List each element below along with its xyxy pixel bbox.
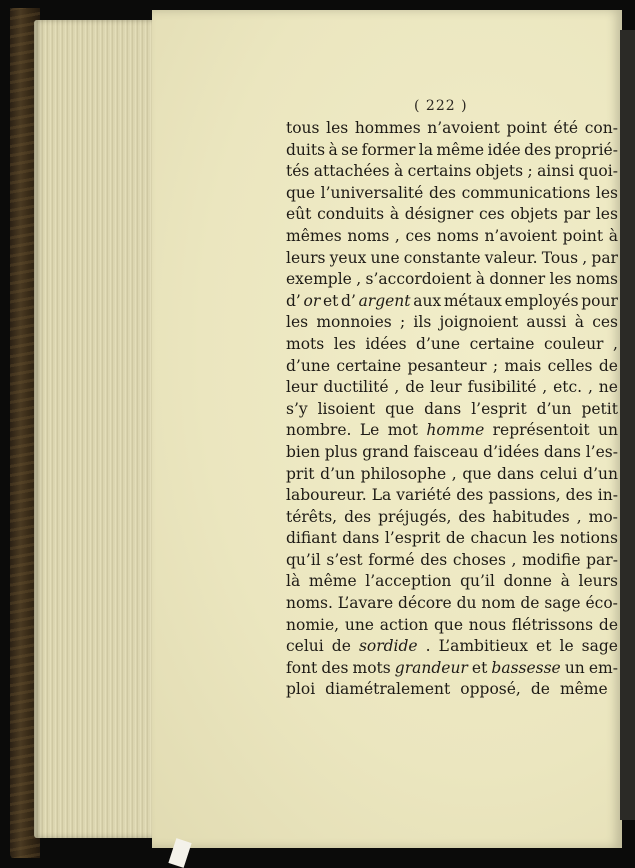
word: des bbox=[321, 658, 349, 677]
word: habitudes bbox=[492, 507, 570, 526]
word: ; bbox=[399, 313, 406, 332]
word: employés bbox=[504, 291, 579, 310]
text-line bbox=[286, 377, 618, 399]
italic-word: homme bbox=[426, 421, 485, 440]
word: ductilité bbox=[323, 378, 389, 397]
text-line bbox=[286, 615, 618, 637]
text-line bbox=[286, 204, 618, 226]
text-line bbox=[286, 334, 618, 356]
word: mots bbox=[352, 658, 391, 677]
word: action bbox=[379, 615, 429, 634]
word: plus bbox=[324, 442, 358, 461]
word: l’esprit bbox=[384, 529, 441, 548]
text-line bbox=[286, 248, 618, 270]
text-line bbox=[286, 464, 618, 486]
word: les bbox=[595, 205, 618, 224]
word: ces bbox=[405, 226, 432, 245]
word: décore bbox=[398, 594, 452, 613]
word: point bbox=[562, 226, 604, 245]
word: mots bbox=[286, 334, 325, 353]
word: l’universalité bbox=[320, 183, 424, 202]
word: noms bbox=[576, 270, 618, 289]
word: mais bbox=[504, 356, 542, 375]
word: qu’il bbox=[286, 550, 321, 569]
word: laboureur. bbox=[286, 486, 367, 505]
word: , bbox=[511, 550, 517, 569]
word: duits bbox=[286, 140, 326, 159]
word: d’une bbox=[286, 356, 330, 375]
word: proprié- bbox=[554, 140, 618, 159]
word: des bbox=[420, 550, 448, 569]
word: de bbox=[598, 356, 618, 375]
word: Le bbox=[359, 421, 380, 440]
italic-word: argent bbox=[358, 291, 411, 310]
word: former bbox=[361, 140, 416, 159]
word: quoi- bbox=[578, 162, 618, 181]
word: mo- bbox=[588, 507, 618, 526]
word: formé bbox=[368, 550, 415, 569]
word: d’ bbox=[286, 291, 301, 310]
word: éco- bbox=[585, 594, 618, 613]
text-line bbox=[286, 356, 618, 378]
italic-word: grandeur bbox=[394, 658, 468, 677]
word: valeur. bbox=[484, 248, 538, 267]
text-line bbox=[286, 269, 618, 291]
word: opposé, bbox=[460, 680, 521, 699]
word: des bbox=[344, 507, 372, 526]
word: par bbox=[591, 248, 618, 267]
word: de bbox=[445, 529, 465, 548]
word: monnoies bbox=[316, 313, 392, 332]
word: petit bbox=[581, 399, 618, 418]
word: d’une bbox=[416, 334, 461, 353]
word: d’idées bbox=[483, 442, 540, 461]
text-line bbox=[286, 140, 618, 162]
word: donne bbox=[503, 572, 552, 591]
word: un bbox=[597, 421, 618, 440]
word: le bbox=[559, 637, 574, 656]
word: et bbox=[471, 658, 488, 677]
word: à bbox=[328, 140, 338, 159]
word: dans bbox=[424, 399, 462, 418]
word: , bbox=[587, 378, 593, 397]
word: que bbox=[462, 464, 492, 483]
word: attachées bbox=[313, 162, 390, 181]
word: idée bbox=[487, 140, 521, 159]
word: grand bbox=[362, 442, 409, 461]
word: de bbox=[520, 594, 540, 613]
word: sage bbox=[544, 594, 581, 613]
word: une bbox=[370, 248, 400, 267]
word: modifie bbox=[522, 550, 581, 569]
word: nomie, bbox=[286, 615, 340, 634]
word: mot bbox=[387, 421, 418, 440]
word: difiant bbox=[286, 529, 337, 548]
word: des bbox=[524, 140, 552, 159]
word: d’un bbox=[536, 399, 572, 418]
word: flétrissons bbox=[511, 615, 594, 634]
word: , bbox=[451, 464, 457, 483]
word: des bbox=[456, 486, 484, 505]
word: noms bbox=[347, 226, 390, 245]
word: se bbox=[341, 140, 359, 159]
word: communications bbox=[461, 183, 591, 202]
word: conduits bbox=[317, 205, 385, 224]
word: même bbox=[308, 572, 357, 591]
word: noms. bbox=[286, 594, 333, 613]
word: , bbox=[356, 270, 362, 289]
word: métaux bbox=[443, 291, 502, 310]
word: ces bbox=[478, 205, 505, 224]
word: ils bbox=[413, 313, 432, 332]
word: point bbox=[506, 119, 547, 137]
word: n’avoient bbox=[427, 119, 500, 137]
word: à bbox=[574, 313, 584, 332]
word: les bbox=[286, 313, 309, 332]
word: térêts, bbox=[286, 507, 338, 526]
word: em- bbox=[588, 658, 618, 677]
word: ainsi bbox=[537, 162, 575, 181]
word: aux bbox=[413, 291, 442, 310]
word: constante bbox=[403, 248, 481, 267]
word: noms bbox=[436, 226, 479, 245]
word: de bbox=[405, 378, 425, 397]
word: été bbox=[553, 119, 579, 137]
text-line bbox=[286, 183, 618, 205]
word: passions, bbox=[488, 486, 561, 505]
word: notions bbox=[560, 529, 618, 548]
word: leur bbox=[286, 378, 318, 397]
word: aussi bbox=[526, 313, 567, 332]
text-line bbox=[286, 636, 618, 658]
page-edges-stack bbox=[34, 20, 160, 838]
word: . bbox=[425, 637, 431, 656]
word: faisceau bbox=[413, 442, 479, 461]
text-line bbox=[286, 679, 618, 701]
word: couleur bbox=[543, 334, 604, 353]
word: pesanteur bbox=[407, 356, 487, 375]
word: objets bbox=[475, 162, 524, 181]
word: tés bbox=[286, 162, 310, 181]
page-number: ( 222 ) bbox=[414, 98, 468, 114]
body-text bbox=[286, 118, 618, 701]
word: les bbox=[595, 183, 618, 202]
word: qu’il bbox=[460, 572, 495, 591]
word: par bbox=[563, 205, 591, 224]
italic-word: sordide bbox=[358, 637, 418, 656]
word: certaine bbox=[469, 334, 535, 353]
word: s’y bbox=[286, 399, 308, 418]
word: , bbox=[576, 507, 582, 526]
word: , bbox=[394, 226, 400, 245]
word: l’esprit bbox=[471, 399, 527, 418]
text-line bbox=[286, 571, 618, 593]
text-line bbox=[286, 161, 618, 183]
word: nous bbox=[468, 615, 507, 634]
word: leurs bbox=[578, 572, 618, 591]
word: leur bbox=[430, 378, 462, 397]
word: de bbox=[530, 680, 550, 699]
italic-word: or bbox=[303, 291, 321, 310]
word: préjugés, bbox=[378, 507, 452, 526]
word: ; bbox=[527, 162, 533, 181]
word: que bbox=[433, 615, 464, 634]
word: sage bbox=[581, 637, 618, 656]
word: celles bbox=[547, 356, 593, 375]
word: s’accordoient bbox=[365, 270, 472, 289]
word: des bbox=[428, 183, 456, 202]
word: là bbox=[286, 572, 301, 591]
text-line bbox=[286, 593, 618, 615]
word: philosophe bbox=[360, 464, 447, 483]
text-line bbox=[286, 226, 618, 248]
word: les bbox=[333, 334, 356, 353]
word: hommes bbox=[354, 119, 421, 137]
word: mêmes bbox=[286, 226, 342, 245]
text-line bbox=[286, 550, 618, 572]
word: et bbox=[322, 291, 339, 310]
word: variété bbox=[396, 486, 452, 505]
word: les bbox=[326, 119, 349, 137]
word: à bbox=[608, 226, 618, 245]
word: joignoient bbox=[439, 313, 519, 332]
text-line bbox=[286, 399, 618, 421]
word: nom bbox=[481, 594, 516, 613]
word: dans bbox=[342, 529, 380, 548]
word: des bbox=[458, 507, 486, 526]
word: Tous bbox=[541, 248, 579, 267]
word: même bbox=[559, 680, 608, 699]
text-line bbox=[286, 118, 618, 140]
word: yeux bbox=[329, 248, 367, 267]
text-line bbox=[286, 442, 618, 464]
word: une bbox=[344, 615, 374, 634]
word: ne bbox=[598, 378, 618, 397]
word: représentoit bbox=[492, 421, 590, 440]
word: même bbox=[436, 140, 485, 159]
word: exemple bbox=[286, 270, 352, 289]
word: eût bbox=[286, 205, 312, 224]
word: à bbox=[475, 270, 485, 289]
word: celui bbox=[286, 637, 324, 656]
word: con- bbox=[584, 119, 618, 137]
word: ploi bbox=[286, 680, 316, 699]
word: L’ambitieux bbox=[438, 637, 529, 656]
word: celui bbox=[539, 464, 578, 483]
word: lisoient bbox=[317, 399, 376, 418]
word: , bbox=[542, 378, 548, 397]
word: objets bbox=[510, 205, 558, 224]
word: certaine bbox=[336, 356, 402, 375]
word: les bbox=[532, 529, 555, 548]
facing-page-edge bbox=[620, 30, 635, 820]
word: ces bbox=[592, 313, 618, 332]
word: l’es- bbox=[585, 442, 618, 461]
word: bien bbox=[286, 442, 321, 461]
word: par- bbox=[586, 550, 618, 569]
word: désigner bbox=[404, 205, 474, 224]
word: à bbox=[394, 162, 404, 181]
word: dans bbox=[543, 442, 581, 461]
text-line bbox=[286, 420, 618, 442]
word: pour bbox=[581, 291, 618, 310]
text-line bbox=[286, 291, 618, 313]
text-line bbox=[286, 312, 618, 334]
word: d’un bbox=[583, 464, 618, 483]
text-line bbox=[286, 528, 618, 550]
word: prit bbox=[286, 464, 315, 483]
word: d’un bbox=[320, 464, 355, 483]
word: , bbox=[582, 248, 588, 267]
word: in- bbox=[597, 486, 618, 505]
word: n’avoient bbox=[484, 226, 558, 245]
word: nombre. bbox=[286, 421, 352, 440]
word: chacun bbox=[470, 529, 528, 548]
word: des bbox=[565, 486, 593, 505]
word: , bbox=[394, 378, 400, 397]
word: certains bbox=[407, 162, 472, 181]
word: tous bbox=[286, 119, 320, 137]
word: , bbox=[612, 334, 618, 353]
word: dans bbox=[497, 464, 535, 483]
word: de bbox=[331, 637, 351, 656]
text-line bbox=[286, 485, 618, 507]
word: que bbox=[385, 399, 415, 418]
word: du bbox=[456, 594, 477, 613]
italic-word: bassesse bbox=[491, 658, 561, 677]
word: la bbox=[418, 140, 433, 159]
word: diamétralement bbox=[325, 680, 451, 699]
word: à bbox=[560, 572, 570, 591]
word: s’est bbox=[326, 550, 363, 569]
word: etc. bbox=[553, 378, 583, 397]
word: donner bbox=[489, 270, 546, 289]
word: et bbox=[536, 637, 552, 656]
text-line bbox=[286, 658, 618, 680]
word: que bbox=[286, 183, 316, 202]
word: idées bbox=[365, 334, 407, 353]
word: font bbox=[286, 658, 318, 677]
word: un bbox=[564, 658, 585, 677]
word: fusibilité bbox=[467, 378, 537, 397]
word: La bbox=[371, 486, 392, 505]
word: à bbox=[389, 205, 400, 224]
word: l’acception bbox=[365, 572, 452, 591]
word: les bbox=[549, 270, 572, 289]
word: L’avare bbox=[337, 594, 394, 613]
word: d’ bbox=[341, 291, 356, 310]
text-line bbox=[286, 507, 618, 529]
word: leurs bbox=[286, 248, 326, 267]
word: de bbox=[598, 615, 618, 634]
word: choses bbox=[452, 550, 506, 569]
word: ; bbox=[492, 356, 499, 375]
